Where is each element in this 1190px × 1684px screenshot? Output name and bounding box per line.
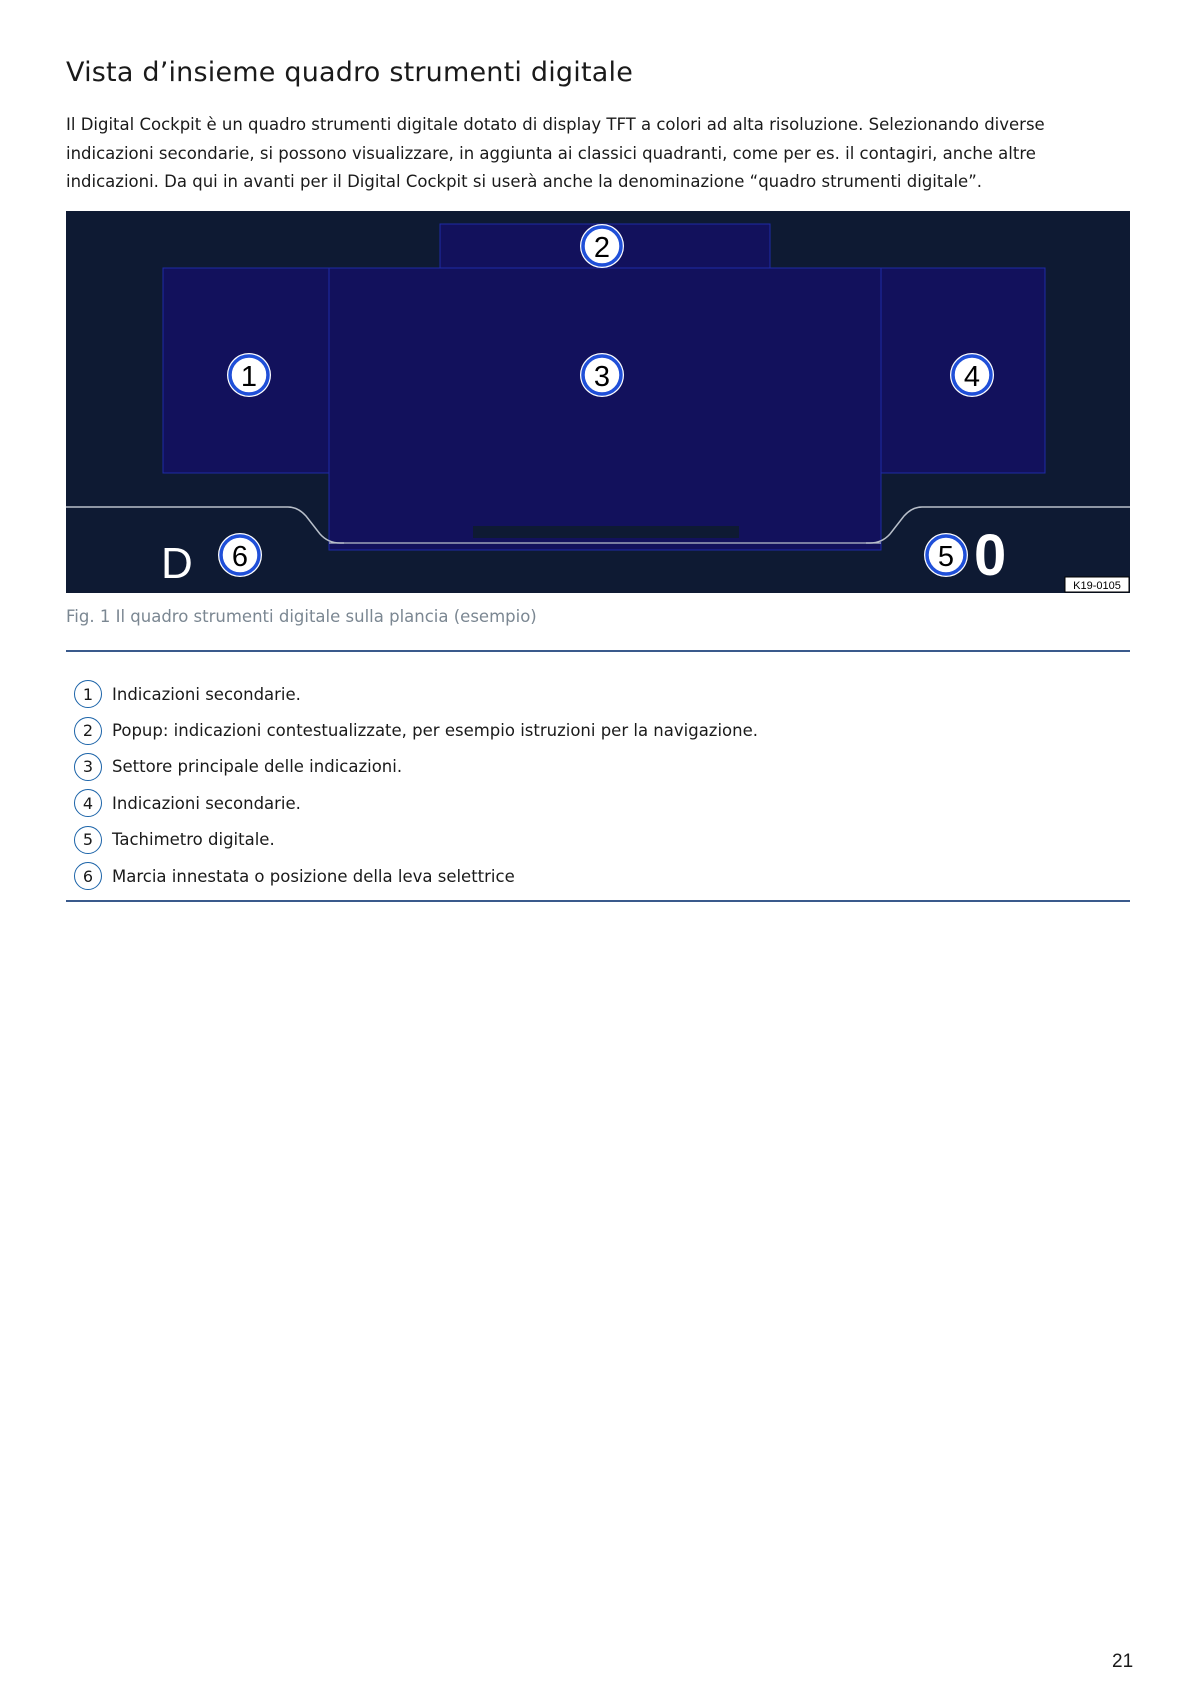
divider-top [66,650,1130,652]
zone-main [329,268,881,550]
legend-text: Tachimetro digitale. [112,830,275,850]
page-number: 21 [1112,1651,1134,1672]
legend-item [74,822,758,858]
callout-5-label: 5 [937,541,955,573]
callout-2-label: 2 [593,232,611,264]
legend-text: Settore principale delle indicazioni. [112,757,403,777]
legend-number: 2 [74,717,102,745]
page-title: Vista d’insieme quadro strumenti digitale [66,57,633,88]
legend-text: Popup: indicazioni contestualizzate, per esempio istruzioni per la navigazione. [112,721,758,741]
divider-bottom [66,900,1130,902]
speed-indicator: 0 [974,523,1007,588]
legend-item [74,749,758,785]
legend-number: 6 [74,862,102,890]
legend-number: 5 [74,826,102,854]
cockpit-diagram [66,211,1130,593]
callout-4-label: 4 [963,361,981,393]
figure-code: K19-0105 [1073,580,1121,592]
figure-caption: Fig. 1 Il quadro strumenti digitale sulla plancia (esempio) [66,607,537,626]
legend-text: Indicazioni secondarie. [112,684,301,704]
legend-item [74,858,758,894]
intro-paragraph: Il Digital Cockpit è un quadro strumenti digitale dotato di display TFT a colori ad alta risoluzione. Selezionando diverse indicazioni secondarie, si possono visualizzare, in aggiunta ai classici quadranti, come per es. il contagiri, anche altre indicazioni. Da qui in avanti per il Digital Cockpit si userà anche la denominazione “quadro strumenti digitale”. [66,115,1045,191]
zone-main-bottom-strip [473,526,739,538]
callout-4 [950,353,994,397]
callout-1 [227,353,271,397]
legend-number: 4 [74,789,102,817]
legend-item [74,676,758,712]
callout-3 [580,353,624,397]
legend-list [74,676,758,894]
callout-2 [580,224,624,268]
legend-text: Marcia innestata o posizione della leva selettrice [112,866,515,886]
callout-6-label: 6 [231,541,249,573]
legend-item [74,712,758,748]
legend-item [74,785,758,821]
legend-number: 3 [74,753,102,781]
callout-1-label: 1 [240,361,258,393]
gear-indicator: D [161,539,193,588]
callout-3-label: 3 [593,361,611,393]
callout-6 [218,533,262,577]
legend-text: Indicazioni secondarie. [112,793,301,813]
callout-5 [924,533,968,577]
cockpit-figure [66,211,1130,593]
legend-number: 1 [74,680,102,708]
